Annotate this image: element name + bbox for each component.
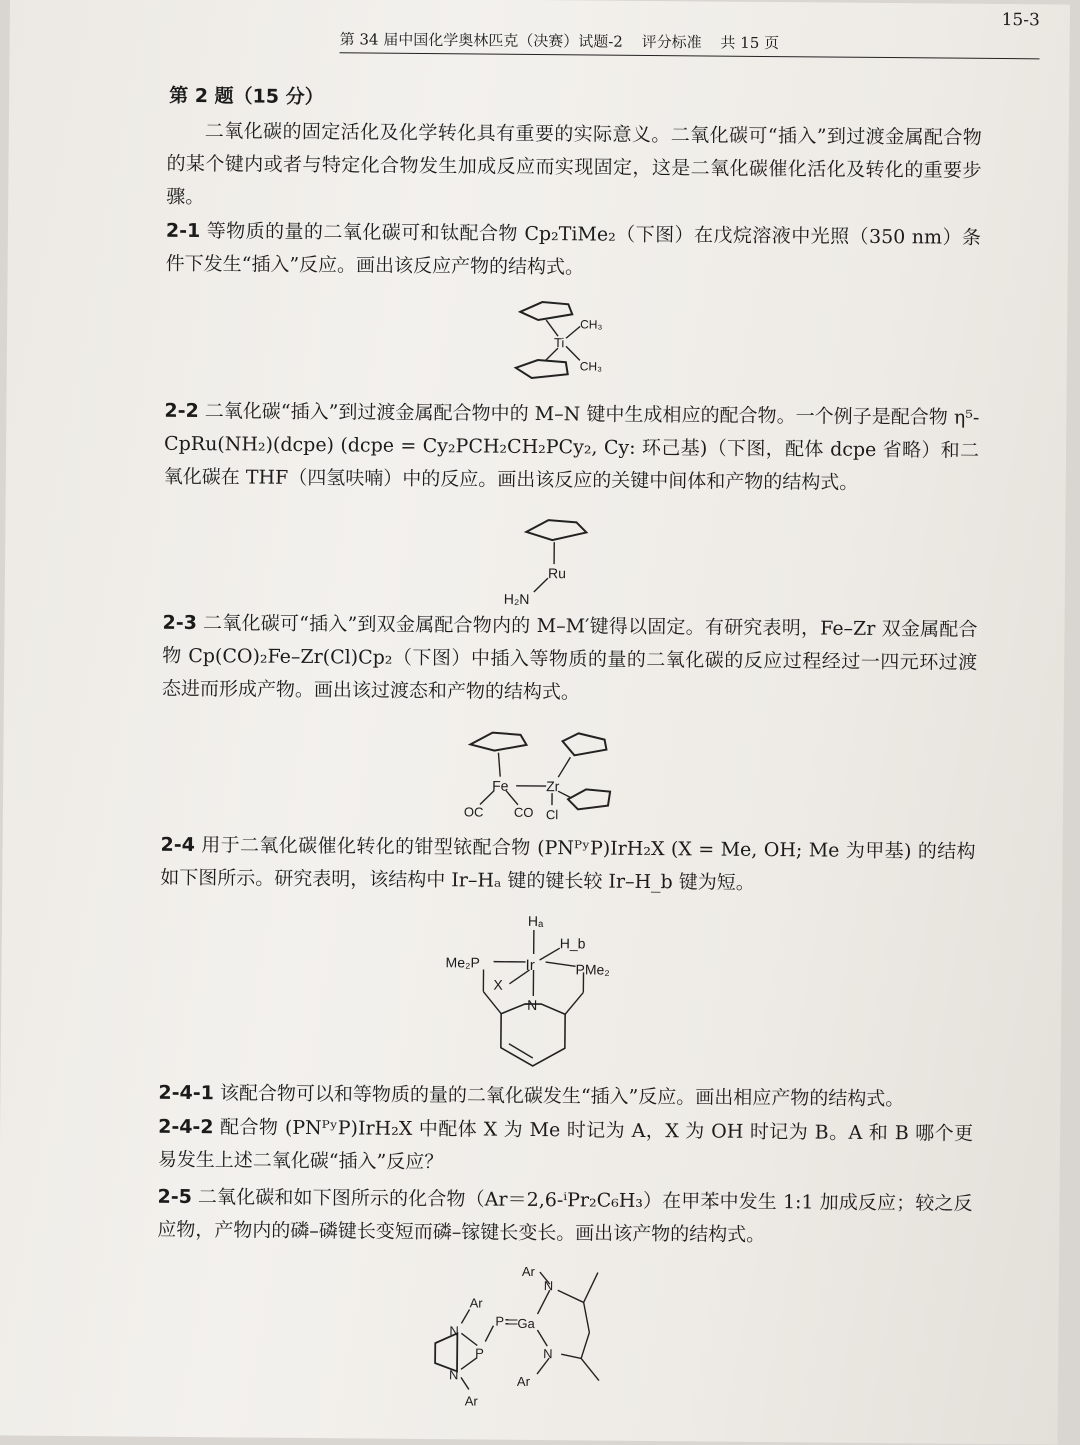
part-number: 2-4-2 — [158, 1116, 214, 1138]
question-title: 第 2 题（15 分） — [169, 81, 324, 109]
pme2-label: PMe₂ — [575, 961, 609, 977]
page-number: 15-3 — [1002, 10, 1040, 30]
hb-label: H_b — [560, 935, 586, 951]
ch3-bottom-label: CH₃ — [580, 359, 602, 373]
fe-label: Fe — [492, 778, 509, 794]
oc-label: OC — [464, 804, 484, 819]
ha-label: Hₐ — [528, 913, 544, 929]
part-number: 2-1 — [166, 220, 201, 242]
n-bottom-label: N — [543, 1346, 553, 1361]
part-number: 2-3 — [162, 612, 197, 634]
header-section: 评分标准 — [642, 33, 702, 52]
part-text: 二氧化碳和如下图所示的化合物（Ar＝2,6-ⁱPr₂C₆H₃）在甲苯中发生 1:1 加成反应；较之反应物，产物内的磷–磷键长变短而磷–镓键长变长。画出该产物的结构式。 — [157, 1186, 972, 1246]
diazaphospholidine-ring — [435, 1333, 457, 1371]
zr-cp-ring-bottom — [568, 789, 610, 809]
part-text: 二氧化碳“插入”到过渡金属配合物中的 M–N 键中生成相应的配合物。一个例子是配合物 η⁵-CpRu(NH₂)(dcpe) (dcpe = Cy₂PCH₂CH₂PCy₂, Cy: 环己基)（下图，配体 dcpe 省略）和二氧化碳在 THF（四氢呋喃）中的反应。画出该反应的关键中间体和产物的结构式。 — [164, 400, 980, 494]
n-label: N — [527, 997, 537, 1013]
header-page-count: 共 15 页 — [720, 34, 779, 53]
cpru-nh2-structure — [500, 512, 611, 613]
p-double-label: P — [495, 1314, 504, 1329]
part-text: 配合物 (PNᴾʸP)IrH₂X 中配体 X 为 Me 时记为 A，X 为 OH 时记为 B。A 和 B 哪个更易发生上述二氧化碳“插入”反应？ — [158, 1116, 973, 1173]
part-text: 用于二氧化碳催化转化的钳型铱配合物 (PNᴾʸP)IrH₂X (X = Me, OH; Me 为甲基) 的结构如下图所示。研究表明，该结构中 Ir–Hₐ 键的键长较 Ir–H_b 键为短。 — [160, 834, 975, 894]
cp-ring — [526, 520, 586, 541]
pnp-iridium-structure — [441, 907, 642, 1077]
question-intro: 二氧化碳的固定活化及化学转化具有重要的实际意义。二氧化碳可“插入”到过渡金属配合物的某个键内或者与特定化合物发生加成反应而实现固定，这是二氧化碳催化活化及转化的重要步骤。 — [166, 115, 982, 221]
part-number: 2-2 — [164, 400, 199, 422]
ir-label: Ir — [526, 957, 535, 974]
p-ring-label: P — [475, 1345, 484, 1360]
me2p-label: Me₂P — [446, 954, 480, 970]
cl-label: Cl — [546, 807, 559, 822]
ar-n-bottom-label: Ar — [465, 1393, 479, 1408]
ar-ga-bottom-label: Ar — [517, 1374, 531, 1389]
x-label: X — [493, 977, 503, 993]
phosphagallene-structure — [412, 1261, 623, 1435]
fe-cp-ring — [470, 732, 526, 750]
part-text: 二氧化碳可“插入”到双金属配合物内的 M–M′键得以固定。有研究表明，Fe–Zr 双金属配合物 Cp(CO)₂Fe–Zr(Cl)Cp₂（下图）中插入等物质的量的二氧化碳的反应过程经过一四元环过渡态进而形成产物。画出该过渡态和产物的结构式。 — [162, 612, 978, 703]
ar-n-left-label: Ar — [470, 1295, 484, 1310]
part-number: 2-4-1 — [158, 1082, 214, 1104]
part-2-1 — [166, 215, 982, 288]
part-number: 2-4 — [161, 834, 196, 856]
cp2time2-structure — [502, 290, 633, 391]
ru-label: Ru — [548, 565, 566, 581]
co-label: CO — [514, 805, 534, 820]
part-number: 2-5 — [157, 1186, 192, 1208]
ga-label: Ga — [517, 1316, 535, 1331]
part-2-3 — [162, 607, 978, 713]
part-2-4-2 — [158, 1111, 974, 1184]
part-2-2 — [164, 395, 980, 501]
cp-ring-bottom — [516, 360, 568, 378]
h2n-label: H₂N — [504, 591, 530, 607]
n-ring-bottom-label: N — [449, 1367, 459, 1382]
ch3-top-label: CH₃ — [580, 317, 602, 331]
part-text: 等物质的量的二氧化碳可和钛配合物 Cp₂TiMe₂（下图）在戊烷溶液中光照（350 nm）条件下发生“插入”反应。画出该反应产物的结构式。 — [166, 220, 981, 278]
ar-top-label: Ar — [522, 1264, 536, 1279]
ti-label: Ti — [554, 335, 565, 350]
part-text: 该配合物可以和等物质的量的二氧化碳发生“插入”反应。画出相应产物的结构式。 — [220, 1082, 905, 1110]
part-2-5 — [157, 1181, 973, 1254]
pyridine-ring — [501, 1004, 566, 1067]
zr-label: Zr — [546, 778, 560, 794]
exam-title: 第 34 届中国化学奥林匹克（决赛）试题-2 — [340, 30, 623, 50]
zr-cp-ring-top — [562, 733, 606, 755]
page-header — [340, 28, 1040, 59]
part-2-4 — [160, 829, 976, 902]
n-top-label: N — [544, 1278, 554, 1293]
fe-zr-structure — [458, 724, 629, 825]
cp-ring-top — [520, 302, 572, 320]
n-ring-top-label: N — [449, 1323, 459, 1338]
